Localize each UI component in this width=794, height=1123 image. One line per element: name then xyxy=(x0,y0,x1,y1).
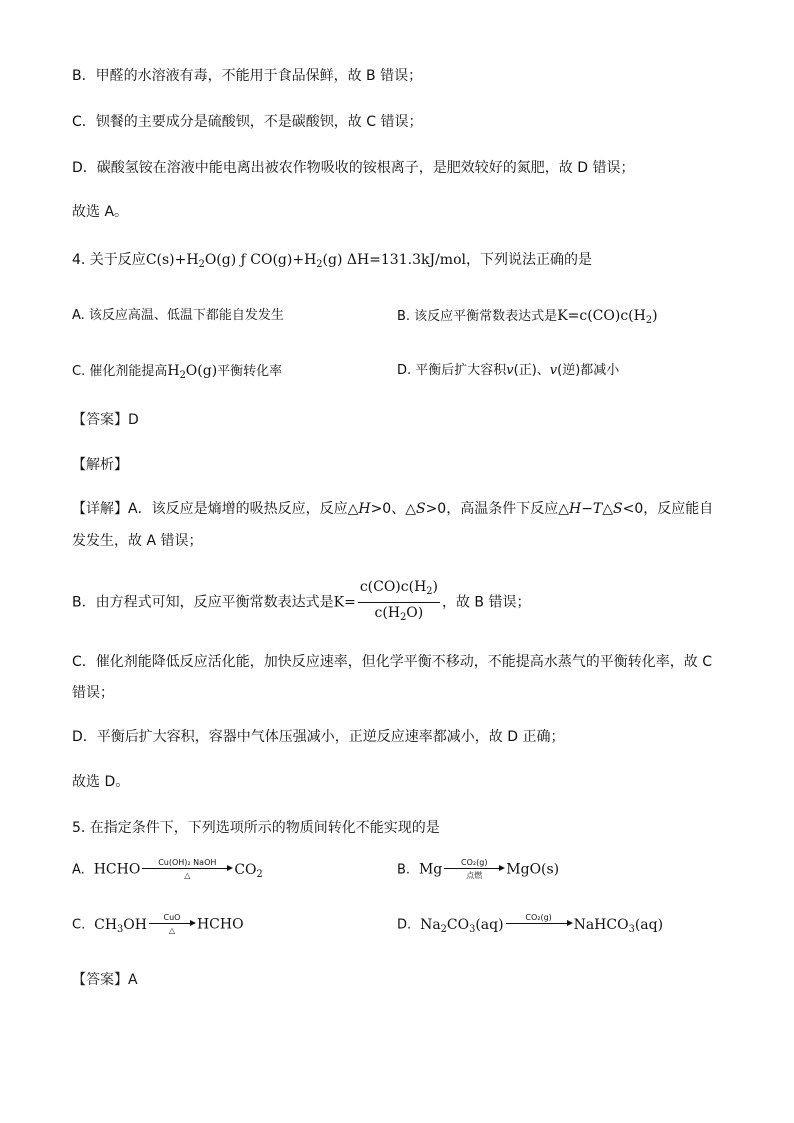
reaction-arrow: CO₂(g) 点燃 xyxy=(444,858,504,881)
q5-option-b: B. Mg CO₂(g) 点燃 MgO(s) xyxy=(397,858,560,880)
q4-detail-c: C．催化剂能降低反应活化能，加快反应速率，但化学平衡不移动，不能提高水蒸气的平衡转化率，故 C xyxy=(72,654,712,670)
q4-option-c: C. 催化剂能提高$H_2O(g)$平衡转化率 xyxy=(72,363,283,381)
q4-analysis-label: 【解析】 xyxy=(72,457,128,473)
reaction-arrow: CuO △ xyxy=(149,913,195,936)
q4-detail-d: D．平衡后扩大容积，容器中气体压强减小，正逆反应速率都减小，故 D 正确； xyxy=(72,729,565,745)
q5-answer: 【答案】A xyxy=(72,972,138,988)
choose-d: 故选 D。 xyxy=(72,774,130,790)
q5-option-a: A. HCHO Cu(OH)₂ NaOH △ $CO_2$ xyxy=(72,858,263,880)
explanation-d: D．碳酸氢铵在溶液中能电离出被农作物吸收的铵根离子，是肥效较好的氮肥，故 D 错误； xyxy=(72,160,635,176)
explanation-b: B．甲醛的水溶液有毒，不能用于食品保鲜，故 B 错误； xyxy=(72,68,423,84)
q4-option-b: B. 该反应平衡常数表达式是$K=c(CO)c(H_2)$ xyxy=(397,308,658,326)
q4-detail-b: B．由方程式可知，反应平衡常数表达式是K= $\frac{c(CO)c(H_2)}{c(H_2O)}$ ，故 B 错误； xyxy=(72,578,531,627)
q4-tail: ，下列说法正确的是 xyxy=(465,252,592,268)
q4-option-a: A. 该反应高温、低温下都能自发发生 xyxy=(72,308,284,323)
reaction-arrow: CO₂(g) xyxy=(506,913,572,936)
explanation-c: C．钡餐的主要成分是硫酸钡，不是碳酸钡，故 C 错误； xyxy=(72,114,423,130)
k-fraction: $\frac{c(CO)c(H_2)}{c(H_2O)}$ xyxy=(359,579,438,623)
q4-answer: 【答案】D xyxy=(72,412,139,428)
q4-stem xyxy=(72,250,592,275)
q4-detail-a: 【详解】A．该反应是熵增的吸热反应，反应△H>0、△S>0，高温条件下反应△H−T△S<0，反应能自 xyxy=(72,501,714,517)
q4-detail-a-cont: 发发生，故 A 错误； xyxy=(72,533,203,549)
q4-option-d: D. 平衡后扩大容积v(正)、v(逆)都减小 xyxy=(397,363,620,378)
reaction-arrow: Cu(OH)₂ NaOH △ xyxy=(142,858,232,881)
choose-a: 故选 A。 xyxy=(72,204,129,220)
q5-stem: 5. 在指定条件下，下列选项所示的物质间转化不能实现的是 xyxy=(72,820,440,836)
q5-option-d: D. $Na_2CO_3(aq)$ CO₂(g) NaHCO$_3$(aq) xyxy=(397,913,664,935)
q4-number: 4. 关于反应 xyxy=(72,252,146,268)
q5-option-c: C. $CH_3OH$ CuO △ HCHO xyxy=(72,913,244,935)
q4-detail-c-cont: 错误； xyxy=(72,685,114,701)
q4-equation: $C(s)+H_2O(g)$ ƒ $CO(g)+H_2(g)$ ΔH=131.3kJ/mol xyxy=(145,252,466,270)
